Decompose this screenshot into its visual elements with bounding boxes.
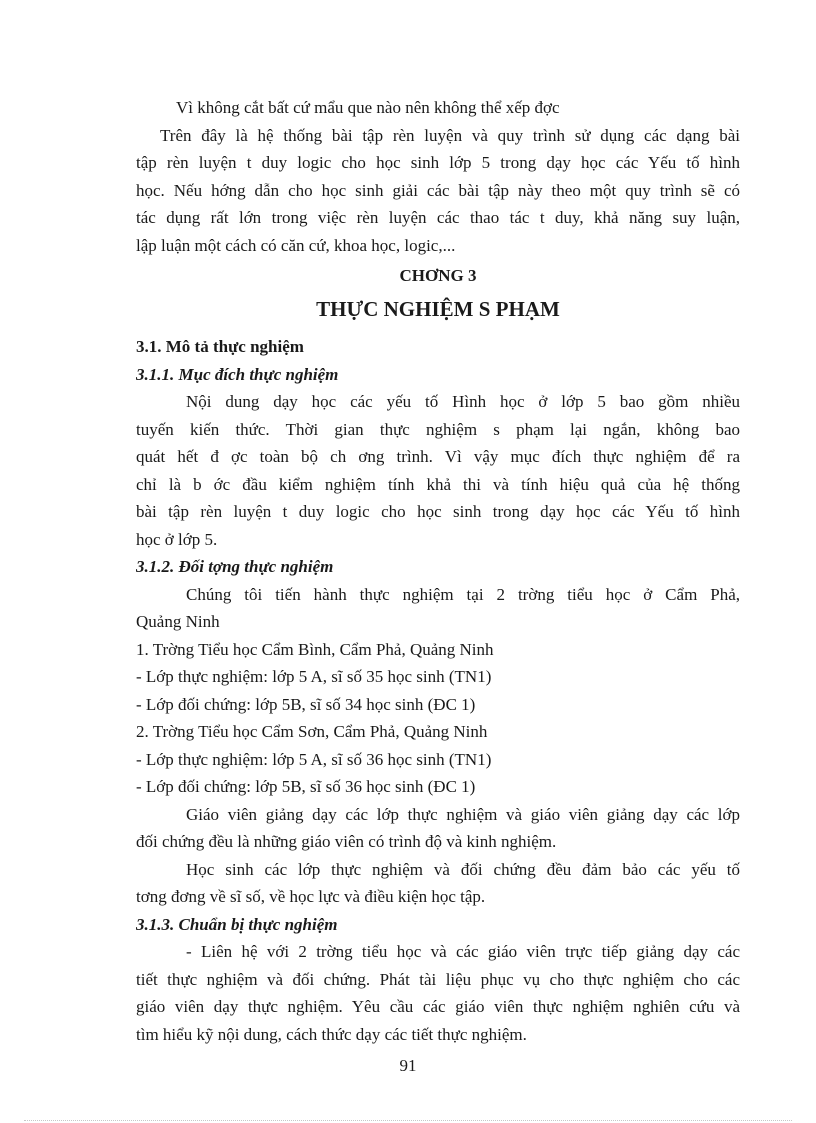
paragraph-line: Nội dung dạy học các yếu tố Hình học ở lớp 5 bao gồm nhiều (186, 392, 740, 411)
section-heading: 3.1. Mô tả thực nghiệm (136, 337, 304, 356)
paragraph-line: tơng đơng về sĩ số, về học lực và điều kiện học tập. (136, 887, 486, 906)
paragraph-line: Chúng tôi tiến hành thực nghiệm tại 2 trờng tiểu học ở Cẩm Phả, (186, 584, 740, 604)
paragraph-line: Giáo viên giảng dạy các lớp thực nghiệm và giáo viên giảng dạy các lớp (186, 804, 740, 824)
subsection-heading: 3.1.3. Chuẩn bị thực nghiệm (136, 914, 338, 934)
intro-line: tập rèn luyện t duy logic cho học sinh lớp 5 trong dạy học các Yếu tố hình (136, 153, 740, 172)
chapter-label: CHƠNG 3 (399, 266, 477, 285)
paragraph-line: quát hết đ ợc toàn bộ ch ơng trình. Vì vậy mục đích thực nghiệm để ra (136, 447, 740, 466)
subsection-heading: 3.1.2. Đối tợng thực nghiệm (136, 557, 334, 576)
subsection-heading: 3.1.1. Mục đích thực nghiệm (136, 364, 339, 384)
paragraph-line: - Liên hệ với 2 trờng tiểu học và các giáo viên trực tiếp giảng dạy các (186, 942, 740, 961)
intro-line: lập luận một cách có căn cứ, khoa học, logic,... (136, 235, 456, 255)
intro-line: tác dụng rất lớn trong việc rèn luyện các thao tác t duy, khả năng suy luận, (136, 208, 740, 227)
paragraph-line: bài tập rèn luyện t duy logic cho học sinh trong dạy học các Yếu tố hình (136, 502, 740, 521)
intro-line: học. Nếu hớng dẫn cho học sinh giải các bài tập này theo một quy trình sẽ có (136, 180, 740, 200)
intro-line: Trên đây là hệ thống bài tập rèn luyện và quy trình sử dụng các dạng bài (160, 125, 740, 145)
list-item: - Lớp đối chứng: lớp 5B, sĩ số 34 học sinh (ĐC 1) (136, 694, 476, 714)
paragraph-line: tuyến kiến thức. Thời gian thực nghiệm s phạm lại ngắn, không bao (136, 419, 740, 439)
paragraph-line: tiết thực nghiệm và đối chứng. Phát tài liệu phục vụ cho thực nghiệm cho các (136, 969, 740, 989)
paragraph-line: đối chứng đều là những giáo viên có trình độ và kinh nghiệm. (136, 832, 557, 851)
list-item: 1. Trờng Tiểu học Cẩm Bình, Cẩm Phả, Quảng Ninh (136, 639, 494, 659)
list-item: - Lớp thực nghiệm: lớp 5 A, sĩ số 35 học sinh (TN1) (136, 667, 492, 686)
intro-line: Vì không cắt bất cứ mẩu que nào nên không thể xếp đợc (176, 98, 560, 117)
paragraph-line: tìm hiểu kỹ nội dung, cách thức dạy các tiết thực nghiệm. (136, 1024, 527, 1044)
paragraph-line: Học sinh các lớp thực nghiệm và đối chứng đều đảm bảo các yếu tố (186, 859, 740, 879)
paragraph-line: chỉ là b ớc đầu kiểm nghiệm tính khả thi và tính hiệu quả của hệ thống (136, 474, 740, 494)
list-item: - Lớp thực nghiệm: lớp 5 A, sĩ số 36 học sinh (TN1) (136, 749, 492, 769)
page-bottom-divider (24, 1120, 792, 1121)
page-number: 91 (399, 1056, 417, 1075)
chapter-title: THỰC NGHIỆM S PHẠM (316, 297, 560, 321)
list-item: 2. Trờng Tiểu học Cẩm Sơn, Cẩm Phả, Quảng Ninh (136, 722, 488, 741)
paragraph-line: giáo viên dạy thực nghiệm. Yêu cầu các giáo viên thực nghiệm nghiên cứu và (136, 997, 740, 1016)
paragraph-line: học ở lớp 5. (136, 529, 218, 549)
list-item: - Lớp đối chứng: lớp 5B, sĩ số 36 học sinh (ĐC 1) (136, 777, 476, 796)
page-content (136, 94, 740, 1048)
paragraph-line: Quảng Ninh (136, 612, 220, 631)
